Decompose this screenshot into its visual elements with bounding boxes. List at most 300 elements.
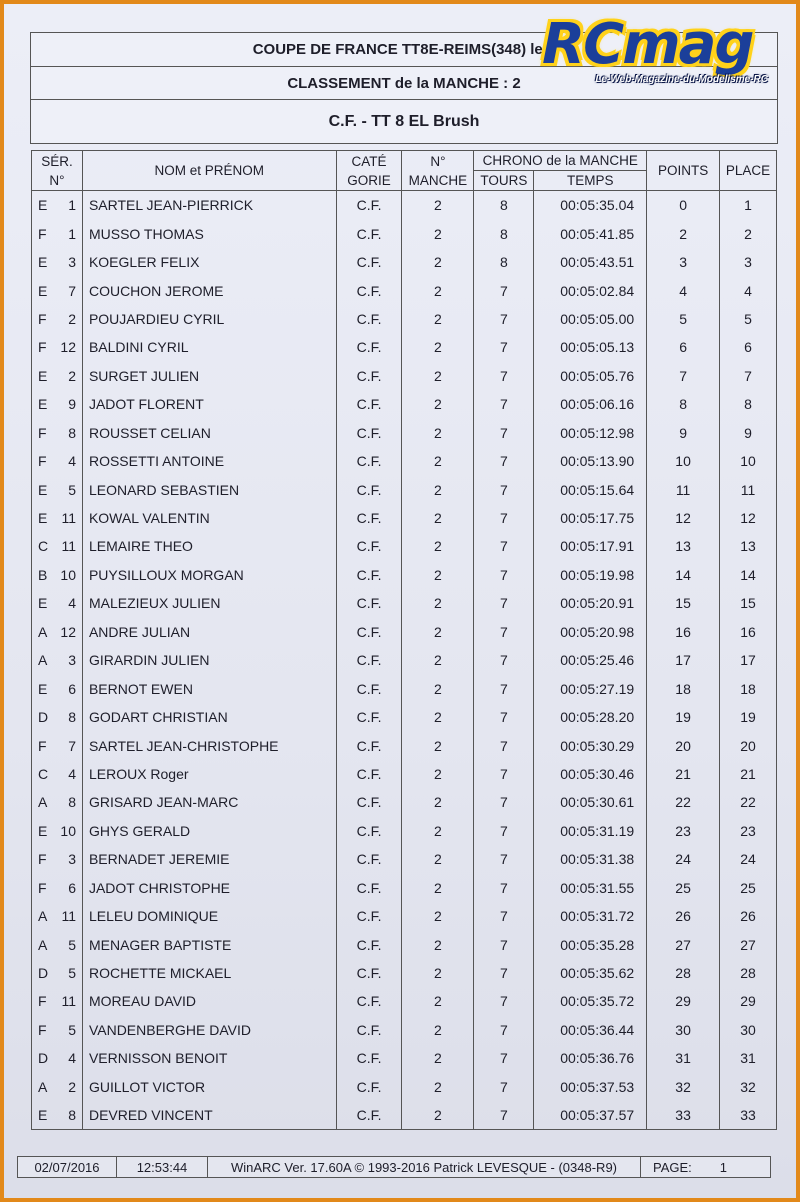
cell-serie [32, 1101, 83, 1130]
cell-points: 7 [647, 362, 720, 390]
cell-serie [32, 959, 83, 987]
cell-points: 10 [647, 447, 720, 475]
cell-serie [32, 447, 83, 475]
cell-temps: 00:05:25.46 [534, 646, 647, 674]
table-row [32, 447, 777, 475]
cell-category: C.F. [336, 646, 402, 674]
cell-tours: 7 [474, 561, 534, 589]
serie-number: 1 [68, 225, 76, 242]
cell-temps: 00:05:20.98 [534, 618, 647, 646]
serie-letter: F [38, 339, 47, 356]
cell-temps: 00:05:37.57 [534, 1101, 647, 1130]
cell-serie [32, 845, 83, 873]
col-name: NOM et PRÉNOM [82, 151, 336, 191]
table-row [32, 362, 777, 390]
table-row [32, 930, 777, 958]
serie-number: 5 [68, 965, 76, 982]
table-row [32, 305, 777, 333]
table-row [32, 248, 777, 276]
cell-category: C.F. [336, 1101, 402, 1130]
cell-place: 3 [720, 248, 777, 276]
cell-temps: 00:05:31.55 [534, 874, 647, 902]
cell-points: 9 [647, 419, 720, 447]
col-tours: TOURS [474, 171, 534, 191]
cell-tours: 7 [474, 987, 534, 1015]
page-label: PAGE: [653, 1159, 692, 1175]
serie-number: 2 [68, 310, 76, 327]
cell-tours: 7 [474, 504, 534, 532]
cell-points: 20 [647, 731, 720, 759]
cell-serie [32, 589, 83, 617]
cell-category: C.F. [336, 419, 402, 447]
cell-serie [32, 930, 83, 958]
table-row [32, 390, 777, 418]
cell-temps: 00:05:36.76 [534, 1044, 647, 1072]
cell-points: 13 [647, 532, 720, 560]
cell-points: 32 [647, 1073, 720, 1101]
cell-tours: 7 [474, 703, 534, 731]
cell-name: SARTEL JEAN-CHRISTOPHE [82, 731, 336, 759]
cell-points: 29 [647, 987, 720, 1015]
cell-name: PUYSILLOUX MORGAN [82, 561, 336, 589]
cell-name: ROCHETTE MICKAEL [82, 959, 336, 987]
table-row [32, 874, 777, 902]
cell-place: 30 [720, 1016, 777, 1044]
cell-serie [32, 191, 83, 220]
cell-temps: 00:05:43.51 [534, 248, 647, 276]
cell-points: 15 [647, 589, 720, 617]
serie-number: 4 [68, 453, 76, 470]
cell-manche: 2 [402, 419, 474, 447]
serie-letter: A [38, 623, 48, 640]
cell-place: 10 [720, 447, 777, 475]
table-row [32, 959, 777, 987]
cell-place: 20 [720, 731, 777, 759]
cell-category: C.F. [336, 618, 402, 646]
cell-category: C.F. [336, 532, 402, 560]
serie-letter: F [38, 453, 47, 470]
cell-place: 1 [720, 191, 777, 220]
col-serie [32, 151, 83, 191]
serie-letter: F [38, 225, 47, 242]
cell-temps: 00:05:31.72 [534, 902, 647, 930]
cell-name: VANDENBERGHE DAVID [82, 1016, 336, 1044]
cell-name: KOEGLER FELIX [82, 248, 336, 276]
cell-tours: 7 [474, 930, 534, 958]
cell-points: 16 [647, 618, 720, 646]
cell-category: C.F. [336, 248, 402, 276]
serie-letter: A [38, 908, 48, 925]
col-category-label-1: CATÉ [351, 153, 387, 169]
cell-name: GODART CHRISTIAN [82, 703, 336, 731]
cell-tours: 8 [474, 248, 534, 276]
cell-place: 31 [720, 1044, 777, 1072]
cell-points: 12 [647, 504, 720, 532]
serie-number: 7 [68, 737, 76, 754]
serie-number: 5 [68, 481, 76, 498]
serie-number: 11 [61, 908, 76, 925]
cell-category: C.F. [336, 703, 402, 731]
cell-points: 5 [647, 305, 720, 333]
cell-tours: 7 [474, 305, 534, 333]
cell-category: C.F. [336, 845, 402, 873]
cell-points: 21 [647, 760, 720, 788]
cell-serie [32, 1044, 83, 1072]
cell-tours: 7 [474, 731, 534, 759]
rcmag-logo [534, 14, 794, 94]
cell-manche: 2 [402, 788, 474, 816]
cell-points: 30 [647, 1016, 720, 1044]
cell-place: 18 [720, 674, 777, 702]
cell-name: MOREAU DAVID [82, 987, 336, 1015]
table-row [32, 532, 777, 560]
cell-name: GIRARDIN JULIEN [82, 646, 336, 674]
cell-place: 23 [720, 817, 777, 845]
table-row [32, 1073, 777, 1101]
cell-category: C.F. [336, 333, 402, 361]
cell-manche: 2 [402, 674, 474, 702]
serie-letter: E [38, 595, 48, 612]
table-row [32, 219, 777, 247]
table-row [32, 987, 777, 1015]
cell-points: 3 [647, 248, 720, 276]
cell-temps: 00:05:30.46 [534, 760, 647, 788]
cell-category: C.F. [336, 504, 402, 532]
cell-name: SARTEL JEAN-PIERRICK [82, 191, 336, 220]
cell-temps: 00:05:15.64 [534, 475, 647, 503]
software-credit: WinARC Ver. 17.60A © 1993-2016 Patrick LEVESQUE - (0348-R9) [208, 1157, 641, 1177]
serie-letter: E [38, 680, 48, 697]
cell-points: 0 [647, 191, 720, 220]
table-row [32, 333, 777, 361]
page-number: 1 [719, 1159, 728, 1175]
cell-manche: 2 [402, 504, 474, 532]
cell-temps: 00:05:05.13 [534, 333, 647, 361]
cell-category: C.F. [336, 1073, 402, 1101]
cell-category: C.F. [336, 475, 402, 503]
col-manche-label-2: MANCHE [408, 172, 468, 188]
serie-number: 4 [68, 595, 76, 612]
cell-points: 11 [647, 475, 720, 503]
table-row [32, 817, 777, 845]
cell-serie [32, 276, 83, 304]
cell-points: 33 [647, 1101, 720, 1130]
serie-number: 12 [60, 339, 76, 356]
table-row [32, 646, 777, 674]
cell-serie [32, 646, 83, 674]
cell-manche: 2 [402, 845, 474, 873]
cell-serie [32, 333, 83, 361]
cell-temps: 00:05:05.00 [534, 305, 647, 333]
cell-points: 31 [647, 1044, 720, 1072]
serie-letter: A [38, 794, 48, 811]
cell-serie [32, 504, 83, 532]
col-serie-label: SÉR. [41, 153, 73, 169]
table-row [32, 419, 777, 447]
cell-serie [32, 390, 83, 418]
col-place: PLACE [720, 151, 777, 191]
cell-temps: 00:05:17.91 [534, 532, 647, 560]
cell-tours: 7 [474, 419, 534, 447]
serie-number: 11 [61, 510, 76, 527]
category-title: C.F. - TT 8 EL Brush [30, 99, 778, 144]
cell-place: 14 [720, 561, 777, 589]
cell-name: JADOT FLORENT [82, 390, 336, 418]
cell-name: BERNADET JEREMIE [82, 845, 336, 873]
cell-manche: 2 [402, 276, 474, 304]
table-row [32, 845, 777, 873]
cell-temps: 00:05:35.62 [534, 959, 647, 987]
table-row [32, 1044, 777, 1072]
cell-category: C.F. [336, 674, 402, 702]
cell-serie [32, 305, 83, 333]
cell-points: 25 [647, 874, 720, 902]
cell-category: C.F. [336, 305, 402, 333]
cell-temps: 00:05:41.85 [534, 219, 647, 247]
cell-tours: 7 [474, 532, 534, 560]
cell-category: C.F. [336, 390, 402, 418]
serie-letter: F [38, 424, 47, 441]
serie-number: 2 [68, 1078, 76, 1095]
cell-category: C.F. [336, 959, 402, 987]
cell-name: SURGET JULIEN [82, 362, 336, 390]
cell-manche: 2 [402, 1101, 474, 1130]
table-row [32, 504, 777, 532]
cell-category: C.F. [336, 930, 402, 958]
serie-letter: B [38, 566, 48, 583]
cell-serie [32, 760, 83, 788]
cell-temps: 00:05:37.53 [534, 1073, 647, 1101]
cell-points: 14 [647, 561, 720, 589]
cell-temps: 00:05:06.16 [534, 390, 647, 418]
cell-manche: 2 [402, 447, 474, 475]
cell-manche: 2 [402, 959, 474, 987]
cell-manche: 2 [402, 1073, 474, 1101]
cell-serie [32, 817, 83, 845]
cell-place: 2 [720, 219, 777, 247]
table-row [32, 788, 777, 816]
cell-tours: 7 [474, 589, 534, 617]
table-row [32, 276, 777, 304]
serie-number: 3 [68, 851, 76, 868]
cell-serie [32, 419, 83, 447]
col-points: POINTS [647, 151, 720, 191]
cell-temps: 00:05:30.61 [534, 788, 647, 816]
cell-temps: 00:05:36.44 [534, 1016, 647, 1044]
page-indicator [641, 1157, 770, 1177]
cell-place: 29 [720, 987, 777, 1015]
cell-temps: 00:05:30.29 [534, 731, 647, 759]
col-category [336, 151, 402, 191]
cell-serie [32, 1073, 83, 1101]
serie-number: 12 [60, 623, 76, 640]
cell-manche: 2 [402, 1044, 474, 1072]
cell-manche: 2 [402, 191, 474, 220]
cell-manche: 2 [402, 561, 474, 589]
cell-manche: 2 [402, 618, 474, 646]
serie-number: 4 [68, 765, 76, 782]
cell-place: 12 [720, 504, 777, 532]
table-row [32, 1101, 777, 1130]
cell-name: KOWAL VALENTIN [82, 504, 336, 532]
cell-manche: 2 [402, 305, 474, 333]
table-row [32, 902, 777, 930]
cell-manche: 2 [402, 333, 474, 361]
cell-tours: 7 [474, 959, 534, 987]
cell-points: 23 [647, 817, 720, 845]
cell-place: 4 [720, 276, 777, 304]
cell-tours: 7 [474, 618, 534, 646]
serie-letter: C [38, 765, 49, 782]
cell-manche: 2 [402, 760, 474, 788]
table-row [32, 475, 777, 503]
cell-tours: 7 [474, 1044, 534, 1072]
cell-points: 26 [647, 902, 720, 930]
table-row [32, 589, 777, 617]
col-serie-no-label: N° [49, 172, 65, 188]
logo-wordmark: RCmag [542, 12, 753, 77]
cell-temps: 00:05:31.38 [534, 845, 647, 873]
cell-tours: 7 [474, 788, 534, 816]
cell-serie [32, 874, 83, 902]
cell-temps: 00:05:27.19 [534, 674, 647, 702]
cell-name: MUSSO THOMAS [82, 219, 336, 247]
cell-place: 33 [720, 1101, 777, 1130]
cell-category: C.F. [336, 1016, 402, 1044]
cell-category: C.F. [336, 589, 402, 617]
cell-category: C.F. [336, 731, 402, 759]
cell-manche: 2 [402, 703, 474, 731]
col-temps: TEMPS [534, 171, 647, 191]
cell-name: JADOT CHRISTOPHE [82, 874, 336, 902]
cell-manche: 2 [402, 646, 474, 674]
serie-letter: E [38, 396, 48, 413]
cell-name: DEVRED VINCENT [82, 1101, 336, 1130]
cell-temps: 00:05:02.84 [534, 276, 647, 304]
serie-number: 8 [68, 709, 76, 726]
cell-name: MALEZIEUX JULIEN [82, 589, 336, 617]
table-row [32, 731, 777, 759]
cell-name: LEROUX Roger [82, 760, 336, 788]
cell-place: 8 [720, 390, 777, 418]
cell-temps: 00:05:17.75 [534, 504, 647, 532]
cell-serie [32, 731, 83, 759]
cell-points: 2 [647, 219, 720, 247]
cell-category: C.F. [336, 191, 402, 220]
serie-letter: E [38, 282, 48, 299]
cell-place: 27 [720, 930, 777, 958]
serie-letter: E [38, 510, 48, 527]
cell-serie [32, 1016, 83, 1044]
cell-points: 17 [647, 646, 720, 674]
serie-number: 2 [68, 367, 76, 384]
cell-category: C.F. [336, 561, 402, 589]
serie-letter: E [38, 197, 48, 214]
cell-name: GRISARD JEAN-MARC [82, 788, 336, 816]
cell-place: 26 [720, 902, 777, 930]
cell-points: 24 [647, 845, 720, 873]
cell-tours: 7 [474, 1073, 534, 1101]
col-category-label-2: GORIE [347, 172, 391, 188]
serie-letter: F [38, 851, 47, 868]
serie-number: 8 [68, 1107, 76, 1124]
page-footer [17, 1156, 771, 1178]
serie-number: 3 [68, 254, 76, 271]
cell-temps: 00:05:20.91 [534, 589, 647, 617]
cell-temps: 00:05:19.98 [534, 561, 647, 589]
cell-place: 19 [720, 703, 777, 731]
serie-number: 8 [68, 424, 76, 441]
serie-letter: A [38, 652, 48, 669]
cell-temps: 00:05:05.76 [534, 362, 647, 390]
cell-manche: 2 [402, 817, 474, 845]
cell-manche: 2 [402, 987, 474, 1015]
serie-letter: E [38, 822, 48, 839]
cell-tours: 7 [474, 475, 534, 503]
cell-place: 25 [720, 874, 777, 902]
cell-category: C.F. [336, 760, 402, 788]
cell-manche: 2 [402, 902, 474, 930]
cell-name: VERNISSON BENOIT [82, 1044, 336, 1072]
cell-category: C.F. [336, 447, 402, 475]
cell-points: 8 [647, 390, 720, 418]
cell-name: ANDRE JULIAN [82, 618, 336, 646]
cell-serie [32, 987, 83, 1015]
cell-category: C.F. [336, 219, 402, 247]
cell-temps: 00:05:35.72 [534, 987, 647, 1015]
cell-manche: 2 [402, 219, 474, 247]
col-chrono: CHRONO de la MANCHE [474, 151, 647, 171]
cell-name: BALDINI CYRIL [82, 333, 336, 361]
cell-place: 22 [720, 788, 777, 816]
cell-manche: 2 [402, 362, 474, 390]
cell-serie [32, 561, 83, 589]
cell-manche: 2 [402, 390, 474, 418]
serie-number: 6 [68, 879, 76, 896]
cell-category: C.F. [336, 788, 402, 816]
serie-letter: F [38, 310, 47, 327]
results-table [31, 150, 777, 1130]
serie-letter: D [38, 709, 49, 726]
serie-number: 3 [68, 652, 76, 669]
serie-letter: F [38, 737, 47, 754]
cell-tours: 7 [474, 362, 534, 390]
cell-place: 21 [720, 760, 777, 788]
cell-points: 28 [647, 959, 720, 987]
col-manche [402, 151, 474, 191]
serie-letter: D [38, 965, 49, 982]
cell-manche: 2 [402, 248, 474, 276]
cell-tours: 7 [474, 333, 534, 361]
cell-name: LEONARD SEBASTIEN [82, 475, 336, 503]
cell-serie [32, 248, 83, 276]
serie-letter: A [38, 1078, 48, 1095]
cell-place: 11 [720, 475, 777, 503]
cell-category: C.F. [336, 362, 402, 390]
event-title: COUPE DE FRANCE TT8E-REIMS(348) le 0 [30, 32, 778, 67]
cell-category: C.F. [336, 902, 402, 930]
cell-tours: 7 [474, 674, 534, 702]
cell-manche: 2 [402, 930, 474, 958]
print-time: 12:53:44 [117, 1157, 208, 1177]
cell-serie [32, 618, 83, 646]
cell-serie [32, 475, 83, 503]
cell-place: 32 [720, 1073, 777, 1101]
cell-serie [32, 703, 83, 731]
cell-tours: 7 [474, 817, 534, 845]
cell-category: C.F. [336, 276, 402, 304]
cell-tours: 7 [474, 646, 534, 674]
